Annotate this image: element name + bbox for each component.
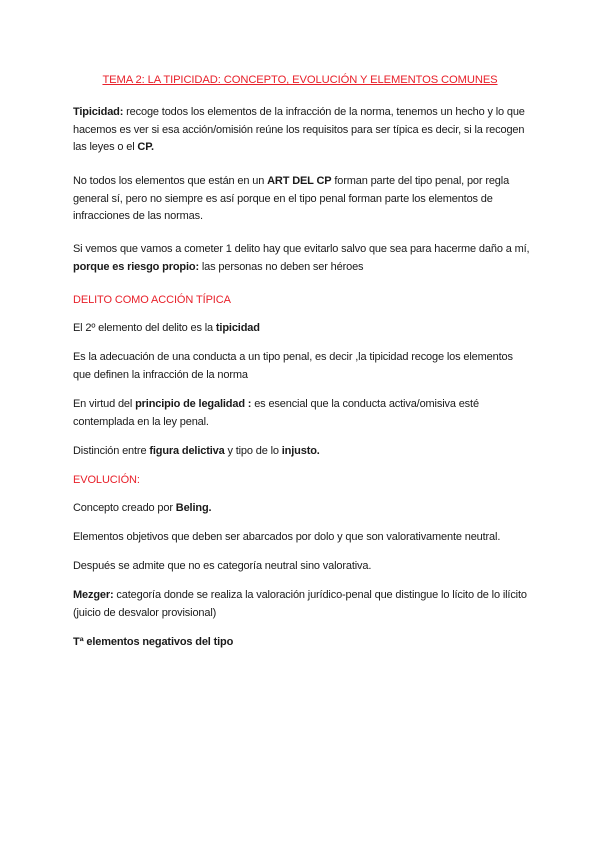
term-beling: Beling. xyxy=(175,502,212,514)
paragraph-text: es esencial que la conducta activa/omisiva esté contemplada en la ley penal. xyxy=(73,398,479,428)
paragraph-tipicidad xyxy=(73,104,533,157)
paragraph-text: y tipo de lo xyxy=(224,445,282,457)
term-injusto: injusto. xyxy=(281,445,320,457)
paragraph-segundo-elemento xyxy=(73,320,533,338)
paragraph-elementos xyxy=(73,173,533,226)
term-tipicidad: Tipicidad: xyxy=(73,106,124,118)
paragraph-text: En virtud del xyxy=(73,398,136,410)
paragraph-objetivos xyxy=(73,529,533,547)
paragraph-text: Elementos objetivos que deben ser abarcados por dolo y que son valorativamente neutral. xyxy=(73,531,501,543)
paragraph-adecuacion xyxy=(73,349,533,384)
paragraph-legalidad xyxy=(73,396,533,431)
paragraph-riesgo xyxy=(73,241,533,276)
term-tipicidad-2: tipicidad xyxy=(215,322,260,334)
term-elementos-negativos: Tª elementos negativos del tipo xyxy=(73,636,234,648)
paragraph-text: las personas no deben ser héroes xyxy=(198,260,364,273)
section-heading-evolucion: EVOLUCIÓN: xyxy=(73,474,140,486)
paragraph-text: forman parte del tipo penal, por regla general sí, pero no siempre es así porque en el tipo penal forman parte los elementos de infracciones de las normas. xyxy=(73,175,510,223)
paragraph-text: recoge todos los elementos de la infracción de la norma, tenemos un hecho y lo que hacemos es ver si esa acción/omisión reúne los requisitos para ser típica es decir, si la recogen las leyes o el xyxy=(73,106,525,154)
paragraph-text: No todos los elementos que están en un xyxy=(73,175,268,187)
paragraph-elementos-negativos xyxy=(73,634,533,652)
paragraph-text: Concepto creado por xyxy=(73,502,176,514)
paragraph-mezger xyxy=(73,587,533,622)
term-mezger: Mezger: xyxy=(73,589,114,601)
paragraph-text: El 2º elemento del delito es la xyxy=(73,322,216,334)
paragraph-text: categoría donde se realiza la valoración jurídico-penal que distingue lo lícito de lo ilícito (juicio de desvalor provisional) xyxy=(73,589,527,619)
paragraph-distincion xyxy=(73,443,533,461)
term-figura-delictiva: figura delictiva xyxy=(149,445,225,457)
term-cp: CP. xyxy=(137,141,154,154)
paragraph-text: Es la adecuación de una conducta a un tipo penal, es decir ,la tipicidad recoge los elementos que definen la infracción de la norma xyxy=(73,351,513,381)
paragraph-text: Si vemos que vamos a cometer 1 delito hay que evitarlo salvo que sea para hacerme daño a mí, xyxy=(73,243,530,255)
term-art-del-cp: ART DEL CP xyxy=(267,175,332,187)
paragraph-text: Distinción entre xyxy=(73,445,150,457)
term-principio-legalidad: principio de legalidad : xyxy=(135,398,252,410)
term-riesgo-propio: porque es riesgo propio: xyxy=(73,260,199,273)
paragraph-beling xyxy=(73,500,533,518)
paragraph-valorativa xyxy=(73,558,533,576)
section-heading-delito: DELITO COMO ACCIÓN TÍPICA xyxy=(73,294,231,306)
paragraph-text: Después se admite que no es categoría neutral sino valorativa. xyxy=(73,560,372,572)
document-title: TEMA 2: LA TIPICIDAD: CONCEPTO, EVOLUCIÓN Y ELEMENTOS COMUNES xyxy=(102,74,498,86)
